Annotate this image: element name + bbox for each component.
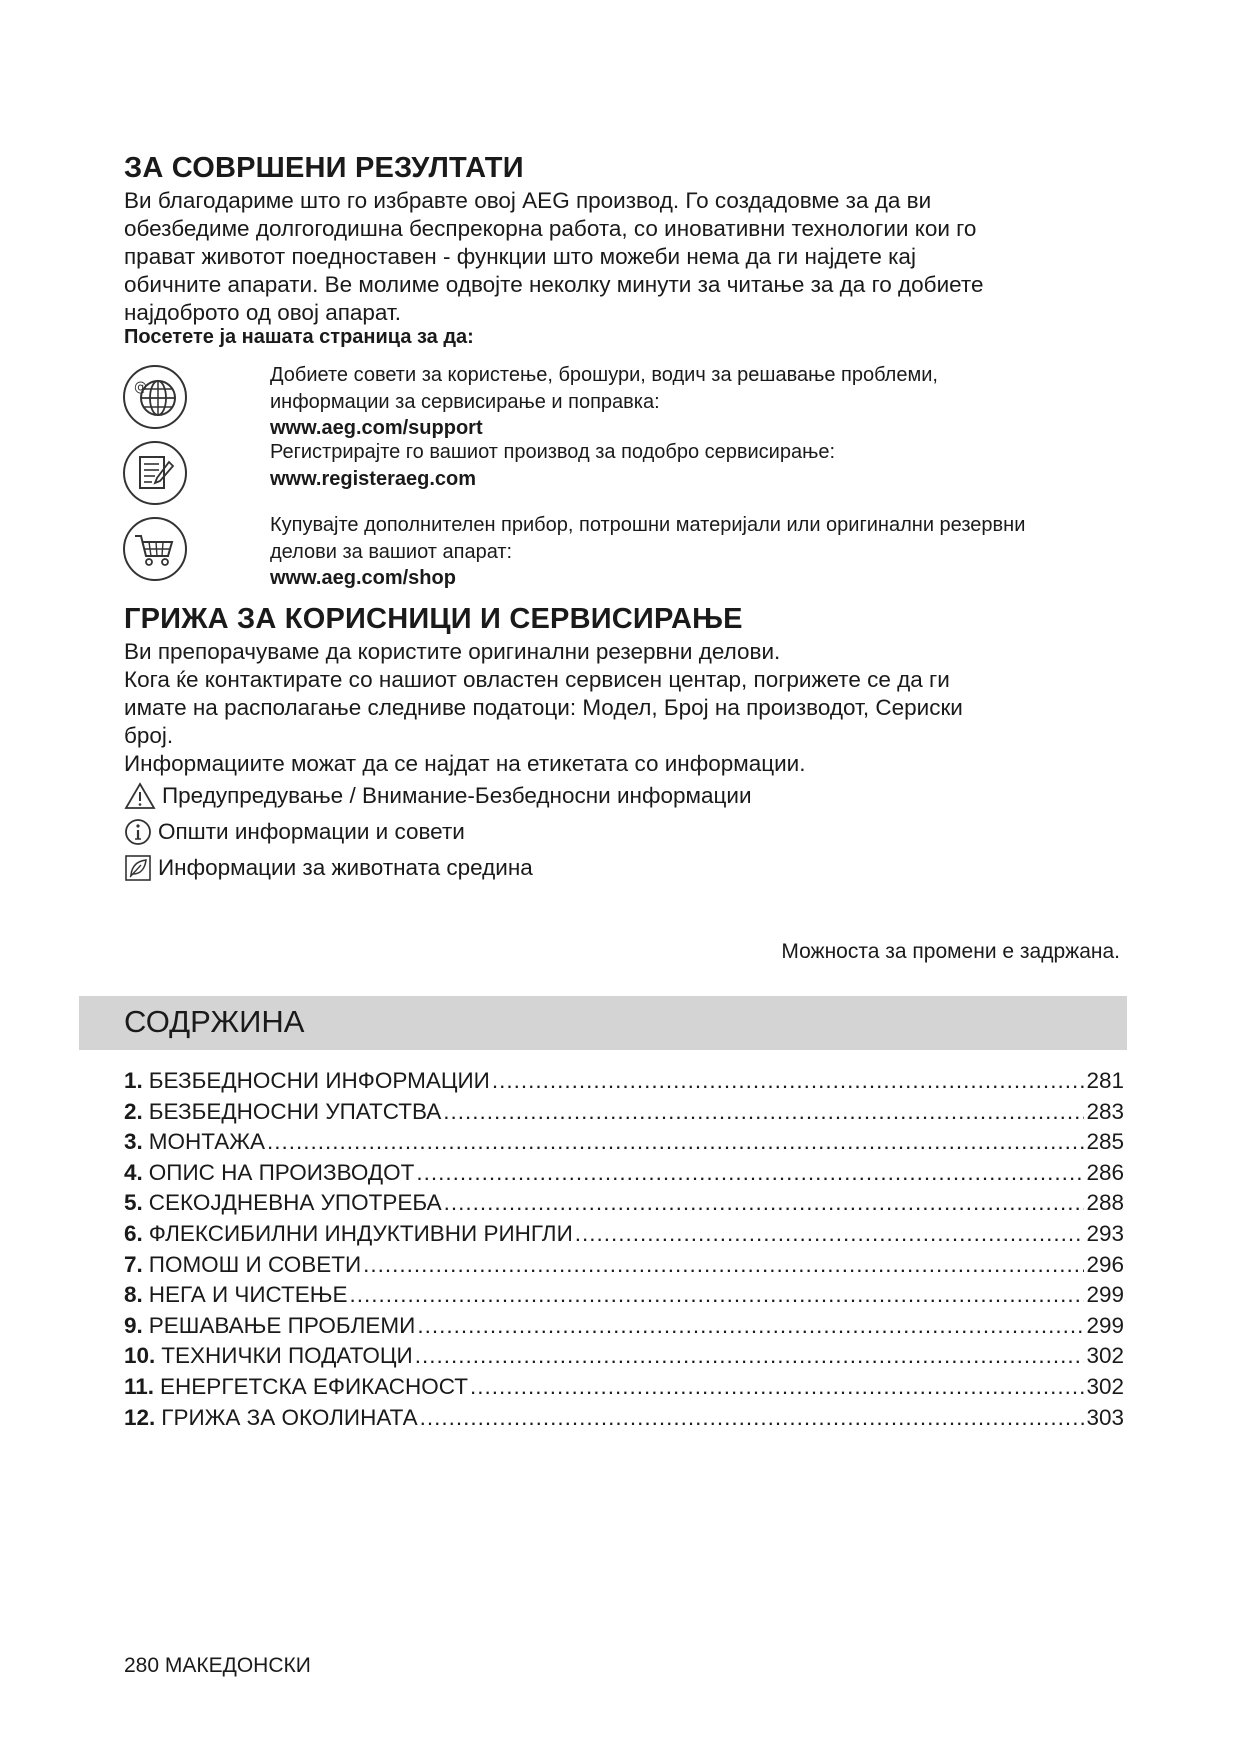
toc-entry[interactable] xyxy=(124,1405,1124,1436)
toc-entry-page: 288 xyxy=(1086,1190,1124,1216)
toc-entry-number: 7. xyxy=(124,1251,143,1277)
care-line: Ви препорачуваме да користите оригинални резервни делови. xyxy=(124,639,781,664)
toc-entry-number: 9. xyxy=(124,1312,143,1338)
intro-line: Ви благодариме што го избравте овој AEG производ. Го создадовме за да ви xyxy=(124,188,932,213)
legend-warning-text: Предупредување / Внимание-Безбедносни информации xyxy=(162,783,752,808)
toc-entry[interactable] xyxy=(124,1160,1124,1191)
register-url-link[interactable]: www.registeraeg.com xyxy=(270,467,476,490)
toc-entry-number: 3. xyxy=(124,1129,143,1155)
toc-entry[interactable] xyxy=(124,1282,1124,1313)
toc-entry-number: 6. xyxy=(124,1220,143,1246)
toc-entry[interactable] xyxy=(124,1099,1124,1130)
support-row-line: информации за сервисирање и поправка: xyxy=(270,390,660,413)
toc-dot-leader xyxy=(443,1099,1084,1125)
toc-entry[interactable] xyxy=(124,1374,1124,1405)
toc-entry-label: НЕГА И ЧИСТЕЊЕ xyxy=(148,1282,348,1308)
toc-entry-number: 10. xyxy=(124,1343,156,1369)
visit-label: Посетете ја нашата страница за да: xyxy=(124,326,474,348)
legend-warning xyxy=(124,782,752,810)
toc-entry[interactable] xyxy=(124,1068,1124,1099)
intro-line: обичните апарати. Ве молиме одвојте неколку минути за читање за да го добиете xyxy=(124,272,984,297)
intro-line: прават животот поедноставен - функции што можеби нема да ги најдете кај xyxy=(124,244,916,269)
toc-entry-page: 283 xyxy=(1086,1098,1124,1124)
warning-icon xyxy=(124,782,156,810)
toc-entry-number: 1. xyxy=(124,1068,143,1093)
toc-entry-label: ПОМОШ И СОВЕТИ xyxy=(148,1251,362,1277)
toc-entry-number: 12. xyxy=(124,1404,156,1430)
toc-entry-number: 4. xyxy=(124,1159,143,1185)
register-icon xyxy=(122,440,188,506)
toc-title: СОДРЖИНА xyxy=(124,1004,305,1039)
toc-dot-leader xyxy=(420,1405,1085,1431)
care-line: имате на располагање следниве податоци: Модел, Број на производот, Сериски xyxy=(124,695,963,720)
section-title-perfect-results: ЗА СОВРШЕНИ РЕЗУЛТАТИ xyxy=(124,152,524,184)
toc-entry[interactable] xyxy=(124,1313,1124,1344)
svg-text:@: @ xyxy=(134,380,147,395)
intro-paragraph xyxy=(124,187,1124,327)
section-title-customer-care: ГРИЖА ЗА КОРИСНИЦИ И СЕРВИСИРАЊЕ xyxy=(124,603,743,635)
legend-info-text: Општи информации и совети xyxy=(158,819,465,844)
toc-entry-number: 8. xyxy=(124,1282,143,1308)
register-row-line: Регистрирајте го вашиот производ за подобро сервисирање: xyxy=(270,441,836,463)
toc-dot-leader xyxy=(416,1160,1084,1186)
page-footer: 280 МАКЕДОНСКИ xyxy=(124,1654,311,1677)
toc-entry[interactable] xyxy=(124,1129,1124,1160)
toc-entry-page: 299 xyxy=(1086,1312,1124,1338)
toc-entry-page: 299 xyxy=(1086,1282,1124,1308)
legend-environment xyxy=(124,854,533,882)
shop-row-text xyxy=(270,512,1025,592)
toc-entry-page: 281 xyxy=(1086,1068,1124,1093)
toc-dot-leader xyxy=(363,1252,1084,1278)
shop-row-line: Купувајте дополнителен прибор, потрошни материјали или оригинални резервни xyxy=(270,514,1026,536)
toc-entry-label: БЕЗБЕДНОСНИ ИНФОРМАЦИИ xyxy=(148,1068,490,1093)
toc-dot-leader xyxy=(444,1190,1085,1216)
toc-entry-label: ОПИС НА ПРОИЗВОДОТ xyxy=(148,1159,415,1185)
toc-dot-leader xyxy=(415,1343,1085,1369)
toc-entry-label: ТЕХНИЧКИ ПОДАТОЦИ xyxy=(161,1343,413,1369)
shop-row-line: делови за вашиот апарат: xyxy=(270,540,513,563)
toc-entry-label: ФЛЕКСИБИЛНИ ИНДУКТИВНИ РИНГЛИ xyxy=(148,1220,573,1246)
toc-dot-leader xyxy=(267,1129,1084,1155)
toc-entry-label: СЕКОЈДНЕВНА УПОТРЕБА xyxy=(148,1190,442,1216)
toc-entry-label: ГРИЖА ЗА ОКОЛИНАТА xyxy=(161,1404,418,1430)
toc-dot-leader xyxy=(470,1374,1084,1400)
toc-entry-label: БЕЗБЕДНОСНИ УПАТСТВА xyxy=(148,1098,442,1124)
support-row-line: Добиете совети за користење, брошури, водич за решавање проблеми, xyxy=(270,364,938,386)
toc-entry[interactable] xyxy=(124,1252,1124,1283)
toc-entry-page: 296 xyxy=(1086,1251,1124,1277)
toc-list xyxy=(124,1068,1124,1435)
toc-entry[interactable] xyxy=(124,1190,1124,1221)
cart-icon xyxy=(122,516,188,582)
leaf-icon xyxy=(124,854,152,882)
legend-info xyxy=(124,818,465,846)
toc-dot-leader xyxy=(575,1221,1085,1247)
care-line: Кога ќе контактирате со нашиот овластен сервисен центар, погрижете се да ги xyxy=(124,667,950,692)
toc-entry[interactable] xyxy=(124,1343,1124,1374)
toc-header-bar xyxy=(79,996,1127,1050)
toc-entry-page: 303 xyxy=(1086,1404,1124,1430)
toc-entry-page: 293 xyxy=(1086,1220,1124,1246)
toc-dot-leader xyxy=(492,1068,1085,1094)
shop-url-link[interactable]: www.aeg.com/shop xyxy=(270,567,456,589)
toc-entry-label: РЕШАВАЊЕ ПРОБЛЕМИ xyxy=(148,1312,416,1338)
register-row-text xyxy=(270,439,835,492)
toc-entry-page: 302 xyxy=(1086,1343,1124,1369)
toc-entry[interactable] xyxy=(124,1221,1124,1252)
intro-line: обезбедиме долгогодишна беспрекорна работа, со иновативни технологии кои го xyxy=(124,216,977,241)
toc-entry-number: 11. xyxy=(124,1373,155,1399)
customer-care-paragraph xyxy=(124,638,1124,778)
globe-icon xyxy=(122,364,188,430)
reserve-note: Можноста за промени е задржана. xyxy=(781,940,1120,963)
support-url-link[interactable]: www.aeg.com/support xyxy=(270,417,483,439)
toc-entry-number: 2. xyxy=(124,1098,143,1124)
intro-line: најдоброто од овој апарат. xyxy=(124,300,401,325)
info-icon xyxy=(124,818,152,846)
toc-entry-page: 285 xyxy=(1086,1129,1124,1155)
legend-environment-text: Информации за животната средина xyxy=(158,855,533,880)
care-line: број. xyxy=(124,723,174,748)
care-line: Информациите можат да се најдат на етикетата со информации. xyxy=(124,751,806,776)
toc-entry-page: 302 xyxy=(1086,1373,1124,1399)
toc-entry-label: МОНТАЖА xyxy=(148,1129,266,1155)
support-row-text xyxy=(270,362,938,442)
toc-dot-leader xyxy=(417,1313,1084,1339)
toc-entry-number: 5. xyxy=(124,1190,143,1216)
toc-dot-leader xyxy=(350,1282,1085,1308)
toc-entry-label: ЕНЕРГЕТСКА ЕФИКАСНОСТ xyxy=(160,1373,469,1399)
toc-entry-page: 286 xyxy=(1086,1159,1124,1185)
